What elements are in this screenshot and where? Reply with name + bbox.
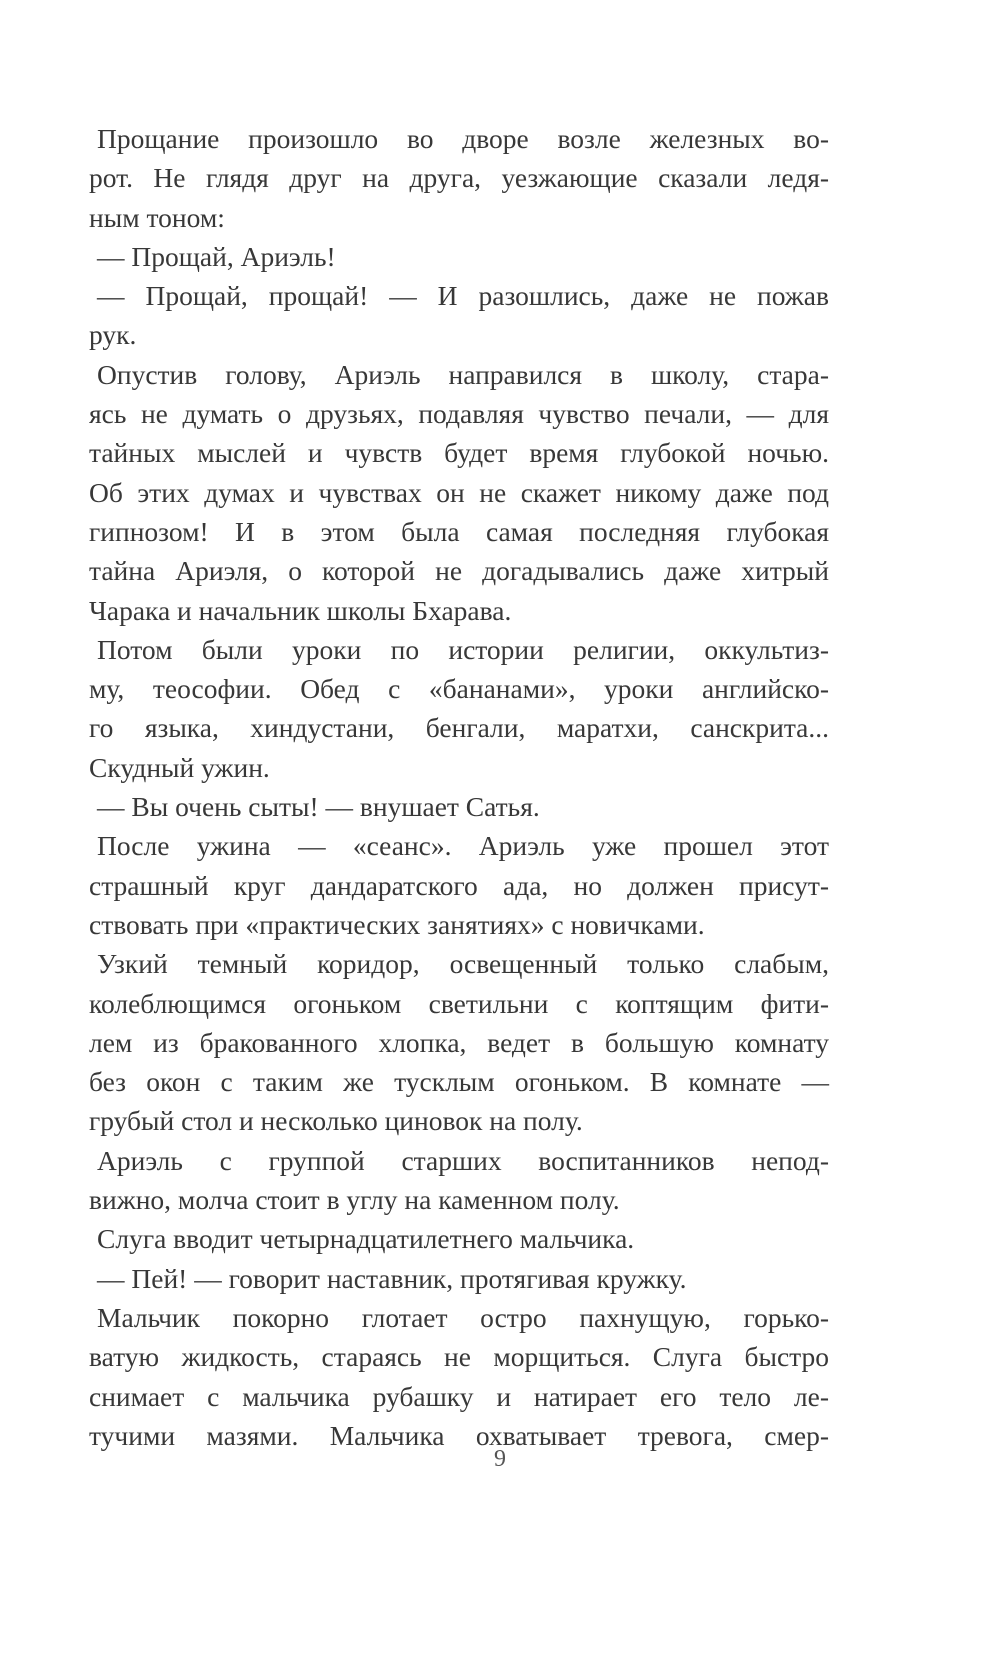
text-line: Скудный ужин.: [89, 751, 270, 783]
text-line: гипнозом! И в этом была самая последняя глубокая: [89, 515, 829, 547]
text-line: Чарака и начальник школы Бхарава.: [89, 594, 512, 626]
text-line: Слуга вводит четырнадцатилетнего мальчика.: [97, 1223, 635, 1255]
text-line: ным тоном:: [89, 201, 225, 233]
page-number: 9: [494, 1446, 506, 1472]
text-line: вижно, молча стоит в углу на каменном полу.: [89, 1184, 620, 1216]
text-line: — Прощай, прощай! — И разошлись, даже не пожав: [97, 280, 829, 312]
text-line: рук.: [89, 319, 137, 351]
text-line: тучими мазями. Мальчика охватывает тревога, смер-: [89, 1419, 829, 1451]
text-line: ватую жидкость, стараясь не морщиться. Слуга быстро: [89, 1341, 829, 1373]
text-line: рот. Не глядя друг на друга, уезжающие сказали ледя-: [89, 162, 829, 194]
text-line: тайных мыслей и чувств будет время глубокой ночью.: [89, 437, 829, 469]
text-line: го языка, хиндустани, бенгали, маратхи, санскрита...: [89, 712, 829, 744]
text-line: страшный круг дандаратского ада, но должен присут-: [89, 869, 829, 901]
text-line: Об этих думах и чувствах он не скажет никому даже под: [89, 476, 829, 508]
body-text: [89, 119, 829, 1455]
text-line: снимает с мальчика рубашку и натирает его тело ле-: [89, 1380, 829, 1412]
text-line: грубый стол и несколько циновок на полу.: [89, 1105, 583, 1137]
text-line: тайна Ариэля, о которой не догадывались даже хитрый: [89, 555, 829, 587]
text-line: — Вы очень сыты! — внушает Сатья.: [97, 791, 540, 823]
text-line: без окон с таким же тусклым огоньком. В комнате —: [89, 1066, 829, 1098]
text-line: — Прощай, Ариэль!: [97, 240, 336, 272]
text-line: Мальчик покорно глотает остро пахнущую, горько-: [97, 1301, 829, 1333]
text-line: Ариэль с группой старших воспитанников непод-: [97, 1144, 829, 1176]
text-line: му, теософии. Обед с «бананами», уроки английско-: [89, 673, 829, 705]
text-line: ясь не думать о друзьях, подавляя чувство печали, — для: [89, 398, 829, 430]
text-line: колеблющимся огоньком светильни с коптящим фити-: [89, 987, 829, 1019]
text-line: Потом были уроки по истории религии, оккультиз-: [97, 633, 829, 665]
text-line: лем из бракованного хлопка, ведет в большую комнату: [89, 1026, 829, 1058]
text-line: После ужина — «сеанс». Ариэль уже прошел этот: [97, 830, 829, 862]
text-line: — Пей! — говорит наставник, протягивая кружку.: [97, 1262, 687, 1294]
text-line: Прощание произошло во дворе возле железных во-: [97, 123, 829, 154]
text-line: Опустив голову, Ариэль направился в школу, стара-: [97, 358, 829, 390]
text-line: Узкий темный коридор, освещенный только слабым,: [97, 948, 829, 980]
text-line: ствовать при «практических занятиях» с новичками.: [89, 908, 705, 940]
